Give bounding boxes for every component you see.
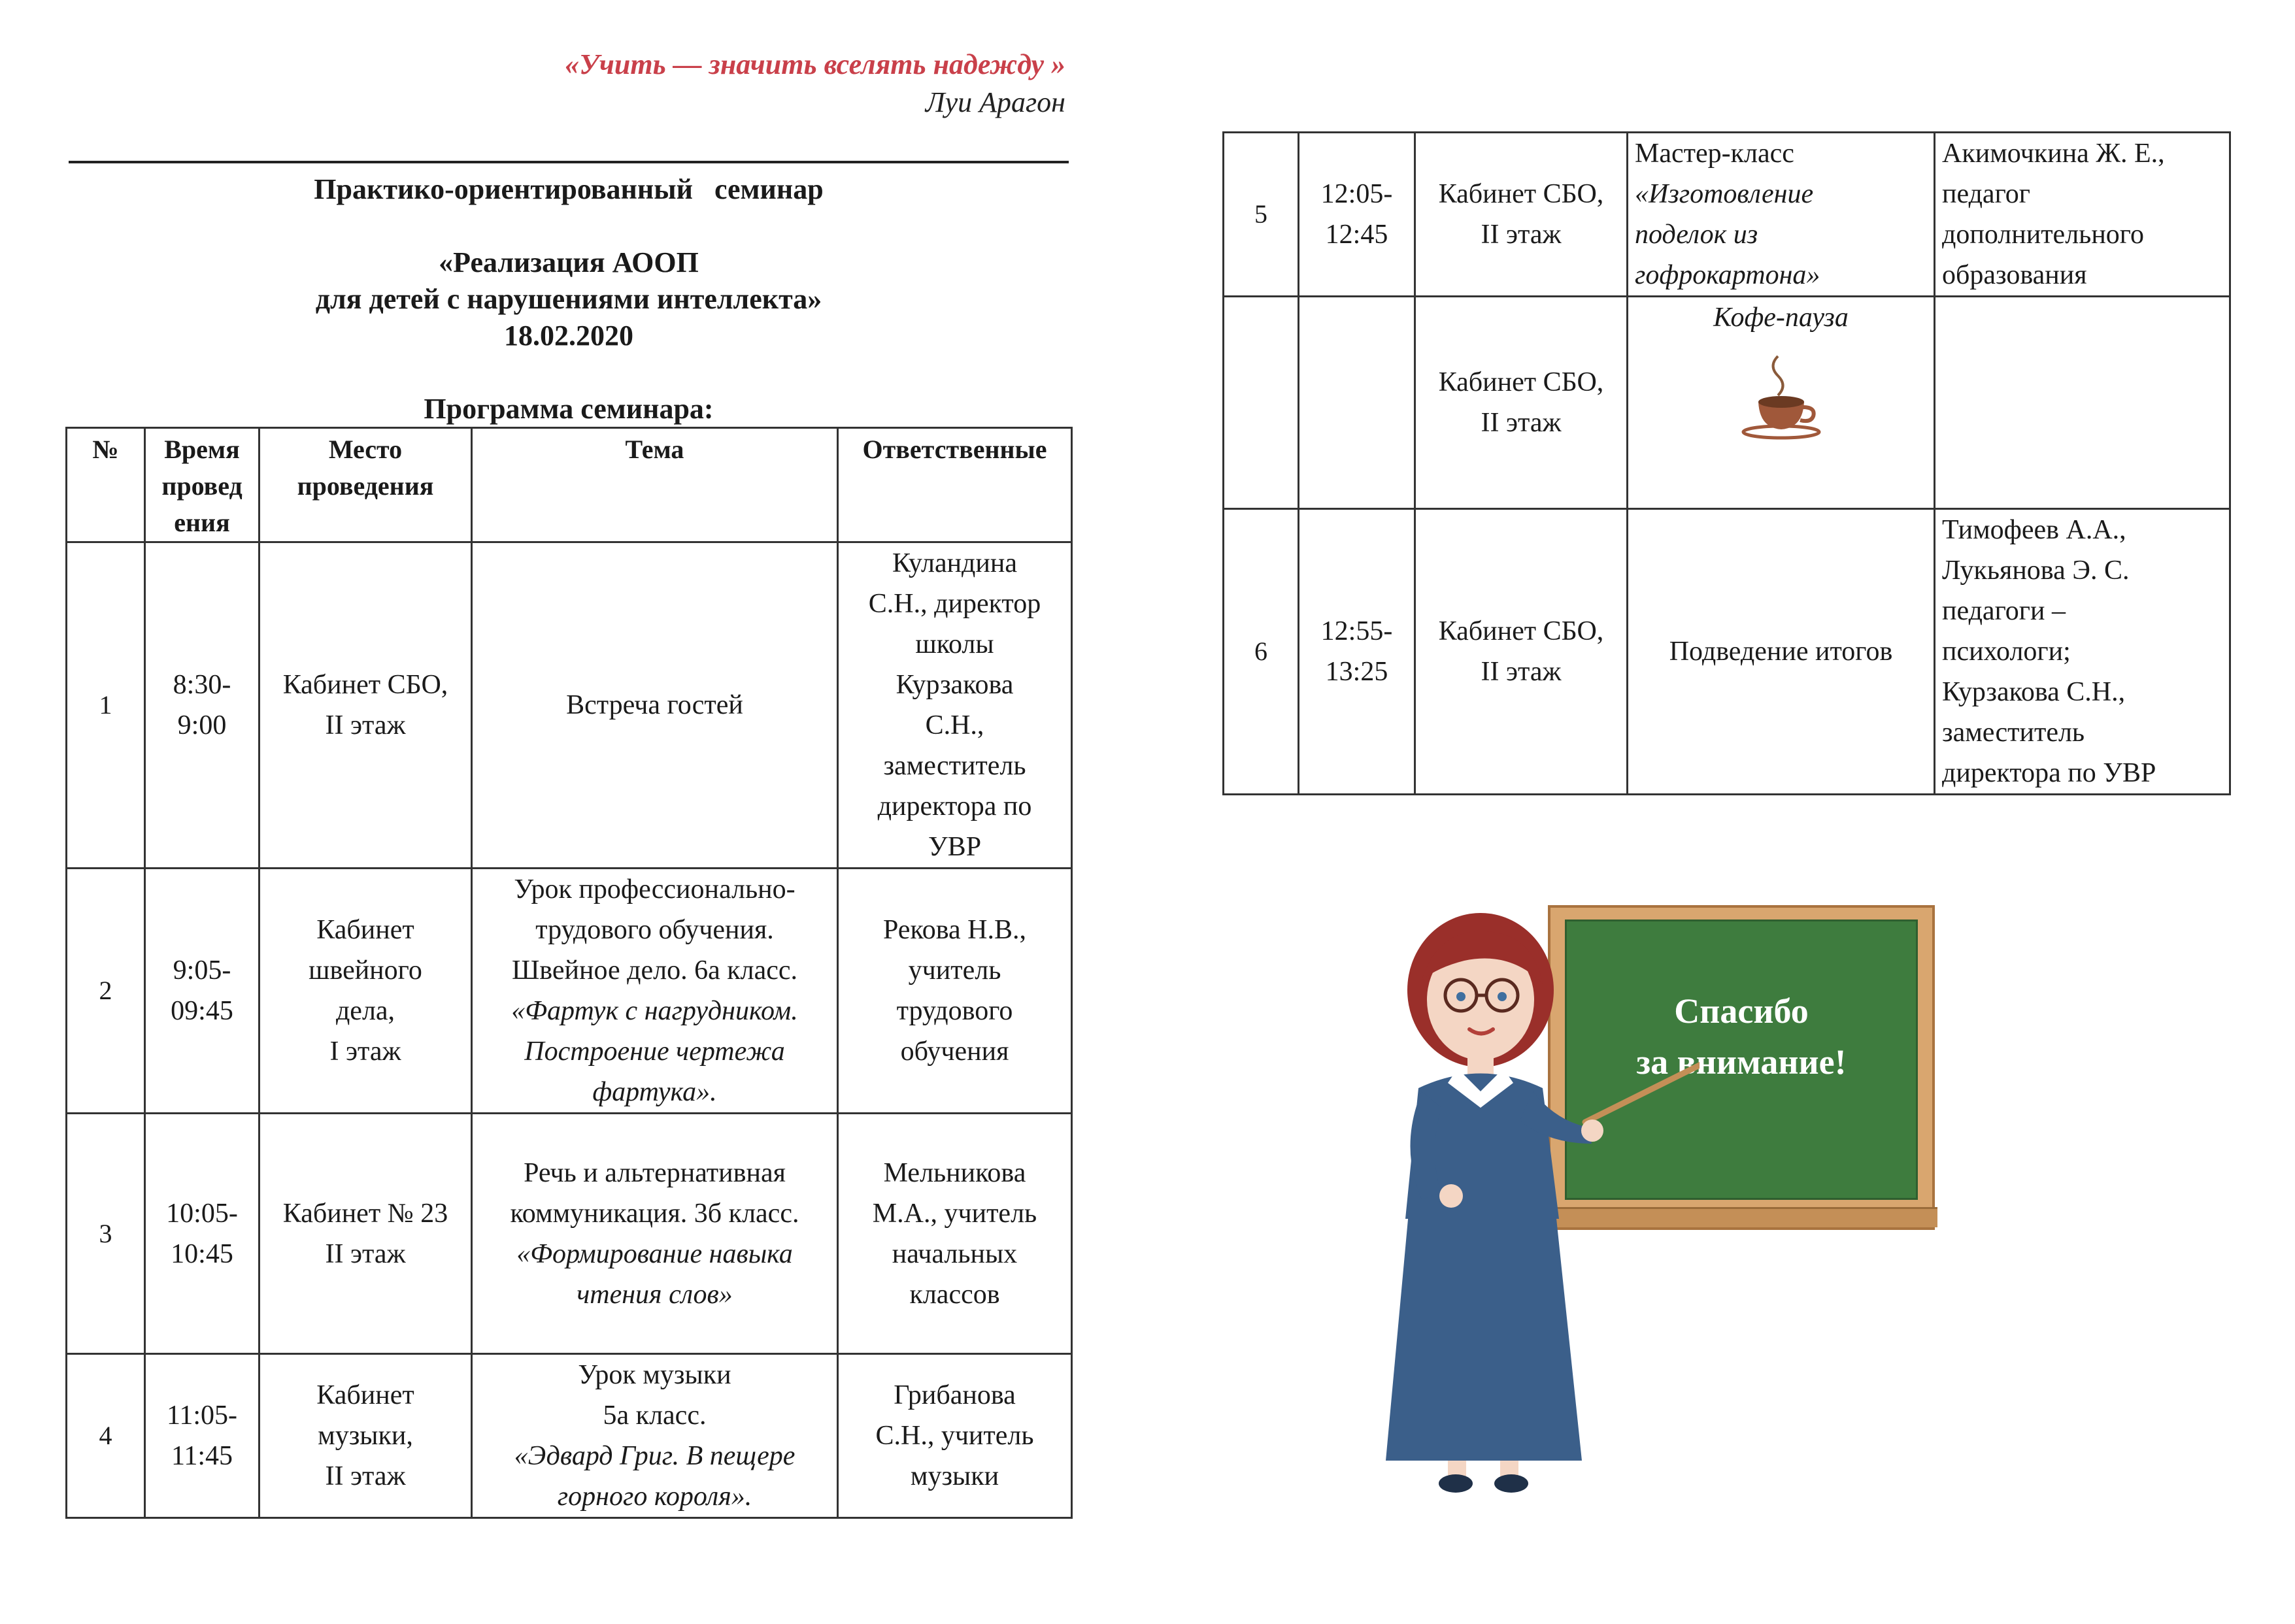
row-time: [1299, 509, 1415, 795]
row-responsible: [838, 869, 1072, 1114]
cell-line: Кабинет СБО,: [1438, 179, 1604, 209]
row-time: [145, 542, 260, 869]
cell-line: 12:55-: [1320, 616, 1393, 646]
cell-line: Кабинет: [316, 1380, 414, 1410]
cell-line: Мельникова: [883, 1157, 1026, 1188]
cell-line: учитель: [908, 955, 1001, 986]
header-place: Место проведения: [260, 428, 472, 542]
table-row: [1224, 297, 2230, 509]
row-place: [1415, 509, 1628, 795]
header-time: Время провед ения: [145, 428, 260, 542]
cell-line: трудового: [896, 996, 1013, 1026]
coffee-cup-icon: [1732, 350, 1830, 448]
cell-line: начальных: [892, 1238, 1018, 1269]
table-row: [67, 1114, 1072, 1354]
cell-line: Швейное дело. 6а класс.: [511, 955, 798, 986]
cell-line: С.Н., учитель: [875, 1421, 1034, 1451]
seminar-title-line1: «Реализация АООП: [439, 246, 699, 278]
cell-line: психологи;: [1942, 637, 2071, 667]
cell-line: «Эдвард Григ. В пещере: [514, 1441, 796, 1471]
row-responsible: [838, 542, 1072, 869]
row-place: [260, 1114, 472, 1354]
cell-line: школы: [915, 629, 994, 659]
seminar-date: 18.02.2020: [504, 320, 633, 352]
cell-line: 5а класс.: [603, 1400, 707, 1431]
row-topic: [1628, 133, 1935, 297]
cell-line: С.Н.,: [925, 710, 984, 740]
table-row: [1224, 509, 2230, 795]
cell-line: трудового обучения.: [535, 915, 774, 945]
table-row: [1224, 133, 2230, 297]
row-place: [1415, 297, 1628, 509]
cell-line: 10:45: [171, 1238, 233, 1269]
cell-line: Кабинет СБО,: [282, 670, 448, 700]
cell-line: 11:05-: [166, 1400, 238, 1431]
cell-line: дополнительного: [1942, 220, 2144, 250]
row-place: [260, 869, 472, 1114]
header-responsible: Ответственные: [838, 428, 1072, 542]
cell-line: поделок из: [1635, 220, 1758, 250]
row-num: 5: [1224, 133, 1299, 297]
cell-line: Грибанова: [894, 1380, 1016, 1410]
cell-line: директора по: [877, 791, 1032, 821]
cell-line: Урок музыки: [578, 1360, 731, 1390]
cell-line: «Фартук с нагрудником.: [511, 996, 798, 1026]
cell-line: музыки,: [318, 1421, 413, 1451]
cell-line: горного короля».: [557, 1482, 752, 1512]
cell-line: 12:45: [1325, 220, 1388, 250]
program-table-right: [1222, 131, 2231, 795]
cell-line: М.А., учитель: [872, 1198, 1037, 1229]
table-row: [67, 869, 1072, 1114]
cell-line: Подведение итогов: [1669, 637, 1893, 667]
row-topic: [1628, 297, 1935, 509]
epigraph-author: Луи Арагон: [925, 86, 1065, 118]
cell-line: Мастер-класс: [1635, 139, 1794, 169]
cell-line: II этаж: [325, 710, 406, 740]
row-topic: [472, 869, 838, 1114]
cell-line: гофрокартона»: [1635, 260, 1820, 290]
cell-line: II этаж: [1481, 408, 1562, 438]
epigraph-quote: «Учить — значить вселять надежду »: [565, 48, 1065, 80]
cell-line: 8:30-: [173, 670, 231, 700]
cell-line: 12:05-: [1320, 179, 1393, 209]
program-table-left: [65, 427, 1073, 1519]
row-responsible: [1935, 509, 2230, 795]
board-line1: Спасибо: [1674, 991, 1809, 1031]
cell-line: педагог: [1942, 179, 2030, 209]
cell-line: С.Н., директор: [868, 589, 1041, 619]
table-row: [67, 1354, 1072, 1518]
row-place: [260, 542, 472, 869]
row-responsible: [838, 1114, 1072, 1354]
row-time: [1299, 133, 1415, 297]
table-row: [67, 542, 1072, 869]
cell-line: заместитель: [883, 751, 1026, 781]
cell-line: Рекова Н.В.,: [883, 915, 1026, 945]
row-topic: [1628, 509, 1935, 795]
cell-line: фартука».: [592, 1077, 717, 1107]
cell-line: Речь и альтернативная: [524, 1157, 786, 1188]
header-divider: [69, 161, 1069, 163]
cell-line: Кофе-пауза: [1713, 303, 1849, 333]
row-num: 2: [67, 869, 145, 1114]
cell-line: Кабинет № 23: [282, 1198, 448, 1229]
cell-line: Построение чертежа: [524, 1036, 785, 1067]
row-responsible: [838, 1354, 1072, 1518]
row-time: [145, 1354, 260, 1518]
cell-line: 13:25: [1325, 657, 1388, 687]
cell-line: I этаж: [329, 1036, 401, 1067]
cell-line: УВР: [928, 832, 982, 862]
cell-line: II этаж: [325, 1238, 406, 1269]
row-num: 1: [67, 542, 145, 869]
cell-line: классов: [909, 1279, 1000, 1310]
row-topic: [472, 1354, 838, 1518]
cell-line: директора по УВР: [1942, 758, 2156, 788]
cell-line: коммуникация. 3б класс.: [510, 1198, 799, 1229]
cell-line: 9:00: [177, 710, 227, 740]
teacher-illustration: [1360, 912, 1700, 1500]
cell-line: обучения: [900, 1036, 1009, 1067]
cell-line: Встреча гостей: [566, 690, 743, 720]
cell-line: 09:45: [171, 996, 233, 1026]
row-topic: [472, 542, 838, 869]
cell-line: 9:05-: [173, 955, 231, 986]
row-num: 6: [1224, 509, 1299, 795]
cell-line: Урок профессионально-: [514, 874, 796, 904]
seminar-title-line2: для детей с нарушениями интеллекта»: [315, 283, 822, 315]
cell-line: швейного: [309, 955, 422, 986]
cell-line: педагоги –: [1942, 596, 2066, 626]
cell-line: II этаж: [1481, 657, 1562, 687]
cell-line: чтения слов»: [577, 1279, 733, 1310]
cell-line: Куландина: [892, 548, 1018, 578]
row-responsible: [1935, 133, 2230, 297]
cell-line: 11:45: [171, 1441, 233, 1471]
header-num: №: [67, 428, 145, 542]
cell-line: Тимофеев А.А.,: [1942, 515, 2126, 545]
row-time: [145, 869, 260, 1114]
cell-line: «Изготовление: [1635, 179, 1814, 209]
row-num: 3: [67, 1114, 145, 1354]
header-topic: Тема: [472, 428, 838, 542]
seminar-type: Практико-ориентированный семинар: [314, 173, 824, 205]
row-place: [260, 1354, 472, 1518]
cell-line: дела,: [335, 996, 395, 1026]
row-topic: [472, 1114, 838, 1354]
cell-line: Курзакова: [896, 670, 1014, 700]
cell-line: Акимочкина Ж. Е.,: [1942, 139, 2165, 169]
board-line2: за внимание!: [1636, 1042, 1847, 1082]
row-time: [145, 1114, 260, 1354]
program-title: Программа семинара:: [424, 393, 714, 425]
cell-line: Лукьянова Э. С.: [1942, 555, 2130, 586]
row-place: [1415, 133, 1628, 297]
row-responsible: [1935, 297, 2230, 509]
row-num: 4: [67, 1354, 145, 1518]
epigraph: [340, 46, 1065, 122]
cell-line: II этаж: [325, 1461, 406, 1491]
cell-line: «Формирование навыка: [516, 1238, 793, 1269]
table-header-row: [67, 428, 1072, 542]
title-block: [69, 171, 1069, 427]
cell-line: образования: [1942, 260, 2087, 290]
cell-line: Курзакова С.Н.,: [1942, 677, 2126, 707]
cell-line: заместитель: [1942, 718, 2085, 748]
cell-line: II этаж: [1481, 220, 1562, 250]
cell-line: 10:05-: [166, 1198, 238, 1229]
cell-line: музыки: [910, 1461, 999, 1491]
cell-line: Кабинет СБО,: [1438, 367, 1604, 397]
cell-line: Кабинет СБО,: [1438, 616, 1604, 646]
row-num: [1224, 297, 1299, 509]
row-time: [1299, 297, 1415, 509]
cell-line: Кабинет: [316, 915, 414, 945]
